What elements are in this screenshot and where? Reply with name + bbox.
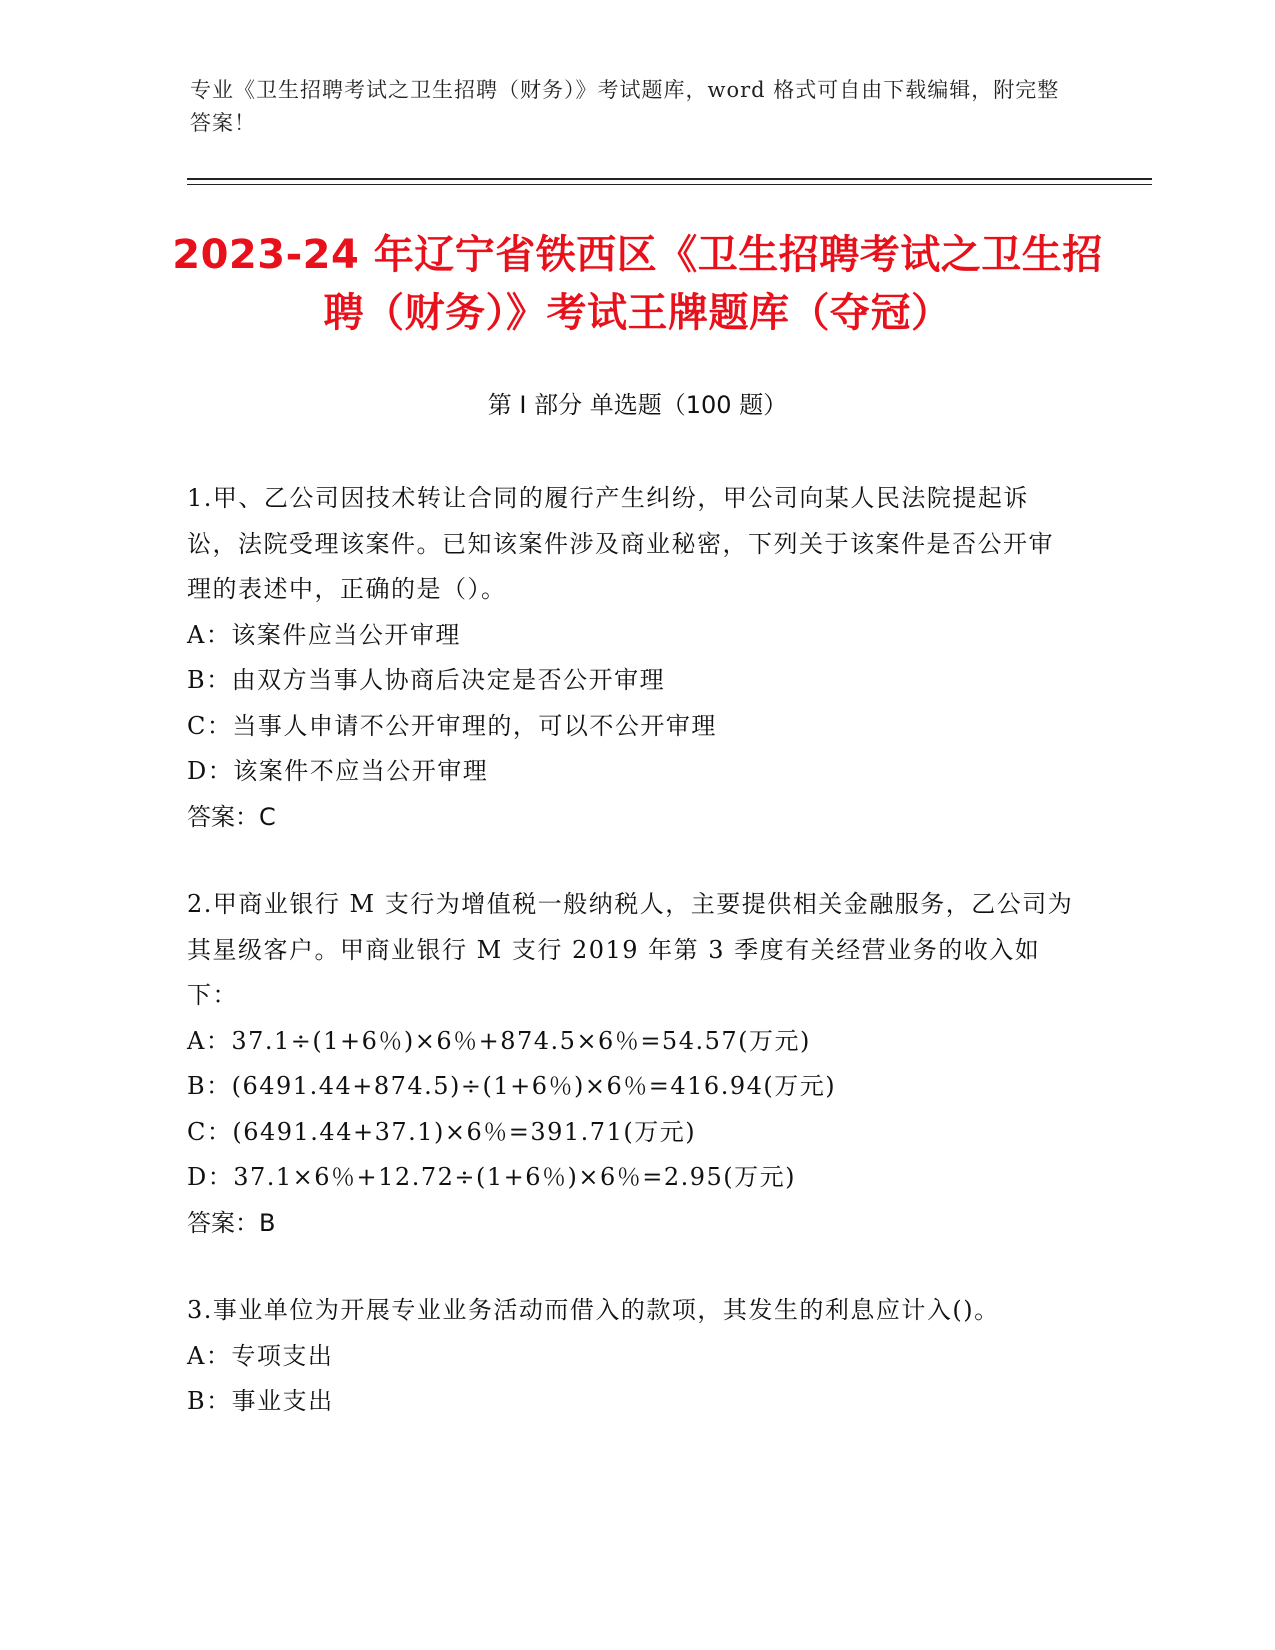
section-heading: 第 I 部分 单选题（100 题） [487,391,788,419]
answer-label: 答案：B [187,1208,276,1237]
question-stem: 2.甲商业银行 M 支行为增值税一般纳税人，主要提供相关金融服务，乙公司为其星级客户。甲商业银行 M 支行 2019 年第 3 季度有关经营业务的收入如下： [187,890,1074,1009]
question-2 [187,882,1077,1246]
option-c: C：当事人申请不公开审理的，可以不公开审理 [187,711,717,740]
option-b: B：(6491.44+874.5)÷(1+6％)×6％=416.94(万元) [187,1072,837,1100]
question-list [187,476,1077,1467]
header-note: 专业《卫生招聘考试之卫生招聘（财务）》考试题库，word 格式可自由下载编辑，附完整答案！ [190,78,1060,135]
document-title: 2023-24 年辽宁省铁西区《卫生招聘考试之卫生招聘（财务）》考试王牌题库（夺冠） [172,232,1103,336]
option-a: A：37.1÷(1+6％)×6％+874.5×6％=54.57(万元) [187,1026,811,1055]
option-b: B：由双方当事人协商后决定是否公开审理 [187,666,666,694]
header-divider-thin [187,184,1152,185]
question-stem: 1.甲、乙公司因技术转让合同的履行产生纠纷，甲公司向某人民法院提起诉讼，法院受理该案件。已知该案件涉及商业秘密，下列关于该案件是否公开审理的表述中，正确的是（）。 [187,484,1054,603]
answer-label: 答案：C [187,802,276,831]
option-a: A：专项支出 [187,1341,334,1370]
option-d: D：该案件不应当公开审理 [187,757,489,785]
option-c: C：(6491.44+37.1)×6％=391.71(万元) [187,1117,697,1146]
header-divider [187,178,1152,180]
option-a: A：该案件应当公开审理 [187,620,461,649]
question-1 [187,476,1077,840]
question-3 [187,1288,1077,1425]
option-d: D：37.1×6％+12.72÷(1+6％)×6％=2.95(万元) [187,1163,797,1191]
question-stem: 3.事业单位为开展专业业务活动而借入的款项，其发生的利息应计入()。 [187,1296,1000,1324]
option-b: B：事业支出 [187,1387,334,1415]
